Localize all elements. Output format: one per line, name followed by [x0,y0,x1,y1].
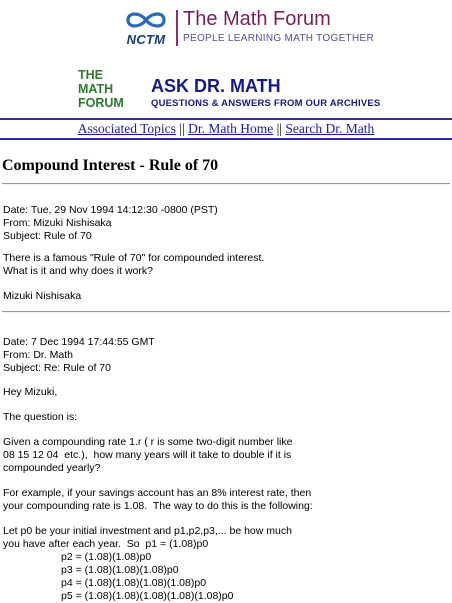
message1-signature: Mizuki Nishisaka [3,290,82,302]
message2-line: 08 15 12 04 etc.), how many years will it take to double if it is [3,449,292,461]
nav-separator: || [179,121,185,136]
message2-date: Date: 7 Dec 1994 17:44:55 GMT [3,336,155,348]
nctm-infinity-icon [124,8,168,32]
page-title: Compound Interest - Rule of 70 [2,157,219,174]
nav-link-dr-math-home[interactable]: Dr. Math Home [188,121,274,136]
logo-line: FORUM [78,96,124,110]
message2-line: Given a compounding rate 1.r ( r is some two-digit number like [3,436,293,448]
message2-line: your compounding rate is 1.08. The way to do this is the following: [3,500,313,512]
math-forum-logo[interactable] [78,68,138,110]
nctm-text: NCTM [126,32,166,47]
message2-question [3,436,292,475]
nav-bar [0,118,452,140]
nav-link-associated-topics[interactable]: Associated Topics [77,121,176,136]
nav-separator: || [276,121,282,136]
message1-body-line: What is it and why does it work? [3,265,153,277]
top-banner [0,0,452,58]
equation-p2: p2 = (1.08)(1.08)p0 [61,551,152,563]
nctm-logo[interactable] [118,8,174,48]
message2-line: For example, if your savings account has an 8% interest rate, then [3,487,312,499]
message2-equations [61,551,233,603]
logo-line: THE [78,68,103,82]
message2-line: Let p0 be your initial investment and p1,p2,p3,... be how much [3,525,292,537]
message2-greeting: Hey Mizuki, [3,386,58,398]
message1-from: From: Mizuki Nishisaka [3,217,112,229]
forum-tagline: PEOPLE LEARNING MATH TOGETHER [183,33,374,44]
message1-body-line: There is a famous "Rule of 70" for compounded interest. [3,252,265,264]
message2-header [3,336,155,375]
ask-dr-math-subtitle: QUESTIONS & ANSWERS FROM OUR ARCHIVES [151,98,381,109]
message2-line: compounded yearly? [3,462,101,474]
divider [2,183,450,185]
equation-p5: p5 = (1.08)(1.08)(1.08)(1.08)(1.08)p0 [61,590,234,602]
message2-from: From: Dr. Math [3,349,74,361]
logo-line: MATH [78,82,114,96]
ask-dr-math-title[interactable]: ASK DR. MATH [151,76,281,96]
message2-intro: The question is: [3,411,78,423]
equation-p3: p3 = (1.08)(1.08)(1.08)p0 [61,564,179,576]
message1-body [3,252,264,278]
message2-subject: Subject: Re: Rule of 70 [3,362,111,374]
message1-header [3,204,218,243]
equation-p4: p4 = (1.08)(1.08)(1.08)(1.08)p0 [61,577,207,589]
message1-date: Date: Tue, 29 Nov 1994 14:12:30 -0800 (PST) [3,204,218,216]
message1-subject: Subject: Rule of 70 [3,230,92,242]
nav-link-search-dr-math[interactable]: Search Dr. Math [285,121,375,136]
forum-title[interactable]: The Math Forum [183,8,331,30]
message2-line: you have after each year. So p1 = (1.08)p0 [3,538,209,550]
divider [2,311,450,313]
banner-divider [176,10,178,46]
message2-example [3,487,313,513]
message2-let [3,525,292,551]
